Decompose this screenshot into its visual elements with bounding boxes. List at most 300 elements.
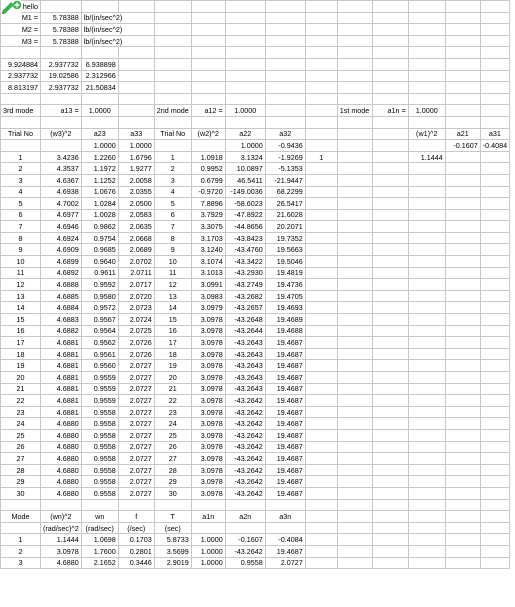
a33-value[interactable]: 2.0727 <box>118 372 154 384</box>
empty-cell[interactable] <box>408 174 445 186</box>
empty-cell[interactable] <box>445 174 480 186</box>
empty-cell[interactable] <box>225 47 265 59</box>
empty-cell[interactable] <box>408 116 445 128</box>
empty-cell[interactable] <box>191 499 225 511</box>
empty-cell[interactable] <box>337 348 372 360</box>
empty-cell[interactable] <box>408 290 445 302</box>
trial-number[interactable]: 15 <box>154 314 191 326</box>
empty-cell[interactable] <box>372 360 408 372</box>
empty-cell[interactable] <box>372 453 408 465</box>
w3-squared[interactable]: 4.6880 <box>41 453 82 465</box>
empty-cell[interactable] <box>408 383 445 395</box>
empty-cell[interactable] <box>408 244 445 256</box>
a23-value[interactable]: 1.0028 <box>81 209 118 221</box>
empty-cell[interactable] <box>154 499 191 511</box>
trial-number[interactable]: 27 <box>1 453 41 465</box>
empty-cell[interactable] <box>337 209 372 221</box>
a23-value[interactable]: 0.9558 <box>81 476 118 488</box>
empty-cell[interactable] <box>480 186 509 198</box>
trial-number[interactable]: 9 <box>154 244 191 256</box>
empty-cell[interactable] <box>480 522 509 534</box>
seed-a31[interactable]: -0.4084 <box>480 140 509 152</box>
summary-header[interactable]: Mode <box>1 511 41 523</box>
summary-value[interactable]: -0.4084 <box>265 534 305 546</box>
a33-value[interactable]: 2.0727 <box>118 441 154 453</box>
empty-cell[interactable] <box>372 372 408 384</box>
empty-cell[interactable] <box>225 58 265 70</box>
empty-cell[interactable] <box>372 302 408 314</box>
w3-squared[interactable]: 4.6881 <box>41 337 82 349</box>
empty-cell[interactable] <box>81 47 118 59</box>
empty-cell[interactable] <box>372 198 408 210</box>
empty-cell[interactable] <box>480 360 509 372</box>
a32-value[interactable]: 19.4687 <box>265 464 305 476</box>
a32-value[interactable]: 19.4736 <box>265 279 305 291</box>
empty-cell[interactable] <box>372 35 408 47</box>
empty-cell[interactable] <box>408 545 445 557</box>
mode-coef[interactable]: a1n = <box>372 105 408 117</box>
empty-cell[interactable] <box>337 372 372 384</box>
trial-number[interactable]: 22 <box>154 395 191 407</box>
a33-value[interactable]: 2.0355 <box>118 186 154 198</box>
summary-value[interactable]: 0.9558 <box>225 557 265 569</box>
a22-value[interactable]: -43.2643 <box>225 372 265 384</box>
empty-cell[interactable] <box>191 93 225 105</box>
empty-cell[interactable] <box>154 24 191 36</box>
empty-cell[interactable] <box>305 302 337 314</box>
empty-cell[interactable] <box>337 116 372 128</box>
empty-cell[interactable] <box>445 47 480 59</box>
a23-value[interactable]: 0.9685 <box>81 244 118 256</box>
summary-unit[interactable] <box>191 522 225 534</box>
a32-value[interactable]: 19.4687 <box>265 372 305 384</box>
a22-value[interactable]: -43.2642 <box>225 487 265 499</box>
w2-squared[interactable]: 3.0978 <box>191 314 225 326</box>
w3-squared[interactable]: 4.6880 <box>41 487 82 499</box>
trial-number[interactable]: 6 <box>1 209 41 221</box>
empty-cell[interactable] <box>337 186 372 198</box>
trial-number[interactable]: 10 <box>154 256 191 268</box>
a33-value[interactable]: 2.0726 <box>118 348 154 360</box>
summary-unit[interactable] <box>265 522 305 534</box>
empty-cell[interactable] <box>445 406 480 418</box>
empty-cell[interactable] <box>265 70 305 82</box>
a32-value[interactable]: 26.5417 <box>265 198 305 210</box>
a23-value[interactable]: 0.9559 <box>81 383 118 395</box>
w3-squared[interactable]: 4.6946 <box>41 221 82 233</box>
a23-value[interactable]: 0.9558 <box>81 441 118 453</box>
empty-cell[interactable] <box>154 1 191 13</box>
trial-number[interactable]: 12 <box>1 279 41 291</box>
empty-cell[interactable] <box>305 82 337 94</box>
empty-cell[interactable] <box>265 116 305 128</box>
empty-cell[interactable] <box>225 93 265 105</box>
w3-squared[interactable]: 4.6884 <box>41 302 82 314</box>
empty-cell[interactable] <box>337 441 372 453</box>
a22-value[interactable]: -43.2930 <box>225 267 265 279</box>
empty-cell[interactable] <box>1 499 41 511</box>
empty-cell[interactable] <box>337 511 372 523</box>
a22-value[interactable]: -43.2657 <box>225 302 265 314</box>
empty-cell[interactable] <box>445 499 480 511</box>
empty-cell[interactable] <box>154 116 191 128</box>
empty-cell[interactable] <box>408 325 445 337</box>
empty-cell[interactable] <box>118 93 154 105</box>
mode-number[interactable]: 3 <box>1 557 41 569</box>
a22-value[interactable]: -43.2642 <box>225 406 265 418</box>
empty-cell[interactable] <box>408 140 445 152</box>
a23-value[interactable]: 0.9560 <box>81 360 118 372</box>
trial-number[interactable]: 3 <box>154 174 191 186</box>
empty-cell[interactable] <box>305 116 337 128</box>
empty-cell[interactable] <box>118 58 154 70</box>
empty-cell[interactable] <box>408 209 445 221</box>
trial-number[interactable]: 18 <box>1 348 41 360</box>
empty-cell[interactable] <box>445 198 480 210</box>
trial-number[interactable]: 2 <box>1 163 41 175</box>
a22-value[interactable]: -43.2642 <box>225 395 265 407</box>
a23-value[interactable]: 0.9558 <box>81 464 118 476</box>
mode-label[interactable]: 1st mode <box>337 105 372 117</box>
empty-cell[interactable] <box>480 453 509 465</box>
empty-cell[interactable] <box>480 325 509 337</box>
mass-label[interactable]: M2 = <box>1 24 41 36</box>
empty-cell[interactable] <box>408 186 445 198</box>
empty-cell[interactable] <box>445 429 480 441</box>
w2-squared[interactable]: 3.0978 <box>191 383 225 395</box>
w3-squared[interactable]: 4.6885 <box>41 290 82 302</box>
empty-cell[interactable] <box>480 163 509 175</box>
empty-cell[interactable] <box>408 522 445 534</box>
empty-cell[interactable] <box>480 58 509 70</box>
empty-cell[interactable] <box>41 47 82 59</box>
a33-value[interactable]: 2.0727 <box>118 360 154 372</box>
a33-value[interactable]: 1.9277 <box>118 163 154 175</box>
empty-cell[interactable] <box>445 534 480 546</box>
a22-value[interactable]: -43.2643 <box>225 348 265 360</box>
empty-cell[interactable] <box>372 545 408 557</box>
summary-unit[interactable]: (rad/sec)^2 <box>41 522 82 534</box>
empty-cell[interactable] <box>265 105 305 117</box>
empty-cell[interactable] <box>305 244 337 256</box>
a22-value[interactable]: 10.0897 <box>225 163 265 175</box>
column-header[interactable]: (w3)^2 <box>41 128 82 140</box>
empty-cell[interactable] <box>445 360 480 372</box>
a22-value[interactable]: 3.1324 <box>225 151 265 163</box>
trial-number[interactable]: 18 <box>154 348 191 360</box>
empty-cell[interactable] <box>118 499 154 511</box>
empty-cell[interactable] <box>265 1 305 13</box>
a33-value[interactable]: 2.0727 <box>118 395 154 407</box>
summary-value[interactable]: 1.0000 <box>191 545 225 557</box>
empty-cell[interactable] <box>337 140 372 152</box>
trial-number[interactable]: 21 <box>154 383 191 395</box>
trial-number[interactable]: 14 <box>1 302 41 314</box>
summary-unit[interactable]: (rad/sec) <box>81 522 118 534</box>
a23-value[interactable]: 0.9558 <box>81 429 118 441</box>
empty-cell[interactable] <box>480 221 509 233</box>
a23-value[interactable]: 0.9561 <box>81 348 118 360</box>
summary-unit[interactable]: (/sec) <box>118 522 154 534</box>
trial-number[interactable]: 16 <box>1 325 41 337</box>
trial-number[interactable]: 24 <box>1 418 41 430</box>
summary-value[interactable]: 1.0000 <box>191 557 225 569</box>
empty-cell[interactable] <box>372 186 408 198</box>
empty-cell[interactable] <box>445 545 480 557</box>
empty-cell[interactable] <box>480 383 509 395</box>
empty-cell[interactable] <box>305 163 337 175</box>
empty-cell[interactable] <box>305 290 337 302</box>
a22-value[interactable]: 46.5411 <box>225 174 265 186</box>
a33-value[interactable]: 2.0668 <box>118 232 154 244</box>
empty-cell[interactable] <box>154 82 191 94</box>
summary-value[interactable]: 1.1444 <box>41 534 82 546</box>
w3-squared[interactable]: 4.6899 <box>41 256 82 268</box>
empty-cell[interactable] <box>337 35 372 47</box>
empty-cell[interactable] <box>305 395 337 407</box>
empty-cell[interactable] <box>372 395 408 407</box>
trial-number[interactable]: 28 <box>154 464 191 476</box>
empty-cell[interactable] <box>445 314 480 326</box>
empty-cell[interactable] <box>480 24 509 36</box>
empty-cell[interactable] <box>480 151 509 163</box>
empty-cell[interactable] <box>372 522 408 534</box>
trial-number[interactable]: 27 <box>154 453 191 465</box>
empty-cell[interactable] <box>408 279 445 291</box>
empty-cell[interactable] <box>337 476 372 488</box>
empty-cell[interactable] <box>337 82 372 94</box>
empty-cell[interactable] <box>445 395 480 407</box>
a33-value[interactable]: 2.0723 <box>118 302 154 314</box>
a33-value[interactable]: 1.6796 <box>118 151 154 163</box>
empty-cell[interactable] <box>408 360 445 372</box>
empty-cell[interactable] <box>265 93 305 105</box>
a33-value[interactable]: 2.0689 <box>118 244 154 256</box>
empty-cell[interactable] <box>337 302 372 314</box>
empty-cell[interactable] <box>41 93 82 105</box>
logo-text[interactable]: hello <box>1 1 41 13</box>
column-header[interactable]: a33 <box>118 128 154 140</box>
empty-cell[interactable] <box>408 314 445 326</box>
empty-cell[interactable] <box>372 163 408 175</box>
trial-number[interactable]: 17 <box>1 337 41 349</box>
a32-value[interactable]: 19.4687 <box>265 441 305 453</box>
empty-cell[interactable] <box>480 256 509 268</box>
empty-cell[interactable] <box>337 453 372 465</box>
empty-cell[interactable] <box>408 557 445 569</box>
column-header[interactable]: Trial No <box>154 128 191 140</box>
summary-header[interactable]: T <box>154 511 191 523</box>
empty-cell[interactable] <box>372 337 408 349</box>
empty-cell[interactable] <box>81 93 118 105</box>
empty-cell[interactable] <box>372 116 408 128</box>
a32-value[interactable]: 19.4693 <box>265 302 305 314</box>
empty-cell[interactable] <box>1 93 41 105</box>
w2-squared[interactable]: 3.0978 <box>191 348 225 360</box>
summary-header[interactable]: (wn)^2 <box>41 511 82 523</box>
empty-cell[interactable] <box>408 395 445 407</box>
trial-number[interactable]: 25 <box>1 429 41 441</box>
empty-cell[interactable] <box>445 24 480 36</box>
trial-number[interactable]: 12 <box>154 279 191 291</box>
w3-squared[interactable]: 4.6880 <box>41 429 82 441</box>
empty-cell[interactable] <box>305 174 337 186</box>
a22-value[interactable]: -149.0036 <box>225 186 265 198</box>
trial-number[interactable]: 22 <box>1 395 41 407</box>
mode-label[interactable]: 2nd mode <box>154 105 191 117</box>
w2-squared[interactable]: 3.0978 <box>191 476 225 488</box>
mode-coef[interactable]: a12 = <box>191 105 225 117</box>
summary-unit[interactable] <box>1 522 41 534</box>
empty-cell[interactable] <box>305 232 337 244</box>
a23-value[interactable]: 0.9558 <box>81 406 118 418</box>
empty-cell[interactable] <box>480 464 509 476</box>
empty-cell[interactable] <box>408 93 445 105</box>
empty-cell[interactable] <box>305 441 337 453</box>
empty-cell[interactable] <box>118 116 154 128</box>
empty-cell[interactable] <box>445 453 480 465</box>
empty-cell[interactable] <box>445 476 480 488</box>
a32-value[interactable]: 19.4687 <box>265 418 305 430</box>
a32-value[interactable]: 19.4687 <box>265 360 305 372</box>
w2-squared[interactable]: 3.0978 <box>191 429 225 441</box>
trial-number[interactable]: 8 <box>154 232 191 244</box>
empty-cell[interactable] <box>337 545 372 557</box>
summary-value[interactable]: 0.2801 <box>118 545 154 557</box>
empty-cell[interactable] <box>337 314 372 326</box>
w2-squared[interactable]: 3.0978 <box>191 418 225 430</box>
w2-squared[interactable]: 1.0918 <box>191 151 225 163</box>
empty-cell[interactable] <box>337 360 372 372</box>
trial-number[interactable]: 25 <box>154 429 191 441</box>
empty-cell[interactable] <box>372 24 408 36</box>
w2-squared[interactable]: 3.0978 <box>191 325 225 337</box>
empty-cell[interactable] <box>1 116 41 128</box>
w2-squared[interactable]: 3.0978 <box>191 406 225 418</box>
empty-cell[interactable] <box>305 499 337 511</box>
empty-cell[interactable] <box>225 35 265 47</box>
mass-value[interactable]: 5.78388 <box>41 24 82 36</box>
empty-cell[interactable] <box>118 70 154 82</box>
w2-squared[interactable]: 3.0978 <box>191 360 225 372</box>
empty-cell[interactable] <box>480 116 509 128</box>
empty-cell[interactable] <box>445 70 480 82</box>
empty-cell[interactable] <box>191 140 225 152</box>
a33-value[interactable]: 2.0724 <box>118 314 154 326</box>
empty-cell[interactable] <box>81 1 118 13</box>
a23-value[interactable]: 0.9564 <box>81 325 118 337</box>
empty-cell[interactable] <box>305 58 337 70</box>
summary-header[interactable]: a3n <box>265 511 305 523</box>
a23-value[interactable]: 1.0676 <box>81 186 118 198</box>
empty-cell[interactable] <box>372 279 408 291</box>
empty-cell[interactable] <box>191 24 225 36</box>
empty-cell[interactable] <box>337 406 372 418</box>
empty-cell[interactable] <box>305 348 337 360</box>
empty-cell[interactable] <box>118 82 154 94</box>
a32-value[interactable]: -1.9269 <box>265 151 305 163</box>
empty-cell[interactable] <box>337 464 372 476</box>
empty-cell[interactable] <box>225 499 265 511</box>
seed-a33[interactable]: 1.0000 <box>118 140 154 152</box>
a22-value[interactable]: -43.2642 <box>225 441 265 453</box>
empty-cell[interactable] <box>445 105 480 117</box>
trial-number[interactable]: 19 <box>154 360 191 372</box>
empty-cell[interactable] <box>372 557 408 569</box>
w3-squared[interactable]: 4.3537 <box>41 163 82 175</box>
a32-value[interactable]: 19.4688 <box>265 325 305 337</box>
empty-cell[interactable] <box>445 337 480 349</box>
w2-squared[interactable]: 3.0991 <box>191 279 225 291</box>
empty-cell[interactable] <box>305 476 337 488</box>
mass-label[interactable]: M1 = <box>1 12 41 24</box>
mode-value[interactable]: 1.0000 <box>81 105 118 117</box>
a33-value[interactable]: 2.0727 <box>118 406 154 418</box>
empty-cell[interactable] <box>372 12 408 24</box>
empty-cell[interactable] <box>445 163 480 175</box>
empty-cell[interactable] <box>480 337 509 349</box>
empty-cell[interactable] <box>337 198 372 210</box>
empty-cell[interactable] <box>337 499 372 511</box>
summary-header[interactable]: a2n <box>225 511 265 523</box>
empty-cell[interactable] <box>408 163 445 175</box>
empty-cell[interactable] <box>408 232 445 244</box>
empty-cell[interactable] <box>305 534 337 546</box>
a32-value[interactable]: -5.1353 <box>265 163 305 175</box>
empty-cell[interactable] <box>337 163 372 175</box>
a33-value[interactable]: 2.0727 <box>118 383 154 395</box>
empty-cell[interactable] <box>337 534 372 546</box>
empty-cell[interactable] <box>480 35 509 47</box>
empty-cell[interactable] <box>480 302 509 314</box>
empty-cell[interactable] <box>265 12 305 24</box>
a23-value[interactable]: 0.9640 <box>81 256 118 268</box>
empty-cell[interactable] <box>480 244 509 256</box>
empty-cell[interactable] <box>372 47 408 59</box>
empty-cell[interactable] <box>480 1 509 13</box>
empty-cell[interactable] <box>41 1 82 13</box>
empty-cell[interactable] <box>191 47 225 59</box>
a32-value[interactable]: 19.4687 <box>265 429 305 441</box>
empty-cell[interactable] <box>445 186 480 198</box>
a23-value[interactable]: 1.1252 <box>81 174 118 186</box>
empty-cell[interactable] <box>305 453 337 465</box>
empty-cell[interactable] <box>305 93 337 105</box>
add-pencil-icon[interactable] <box>1 0 43 14</box>
mode-coef[interactable]: a13 = <box>41 105 82 117</box>
a22-value[interactable]: -43.2648 <box>225 314 265 326</box>
empty-cell[interactable] <box>408 487 445 499</box>
a32-value[interactable]: 19.7352 <box>265 232 305 244</box>
column-header[interactable]: (w1)^2 <box>408 128 445 140</box>
empty-cell[interactable] <box>265 24 305 36</box>
a32-value[interactable]: 19.4687 <box>265 348 305 360</box>
empty-cell[interactable] <box>372 174 408 186</box>
empty-cell[interactable] <box>408 337 445 349</box>
empty-cell[interactable] <box>480 441 509 453</box>
a33-value[interactable]: 2.0727 <box>118 453 154 465</box>
a32-value[interactable]: 19.4687 <box>265 487 305 499</box>
a23-value[interactable]: 0.9558 <box>81 453 118 465</box>
trial-number[interactable]: 21 <box>1 383 41 395</box>
empty-cell[interactable] <box>305 35 337 47</box>
w3-squared[interactable]: 4.6909 <box>41 244 82 256</box>
trial-number[interactable]: 29 <box>1 476 41 488</box>
empty-cell[interactable] <box>445 464 480 476</box>
empty-cell[interactable] <box>305 418 337 430</box>
empty-cell[interactable] <box>305 24 337 36</box>
empty-cell[interactable] <box>372 325 408 337</box>
